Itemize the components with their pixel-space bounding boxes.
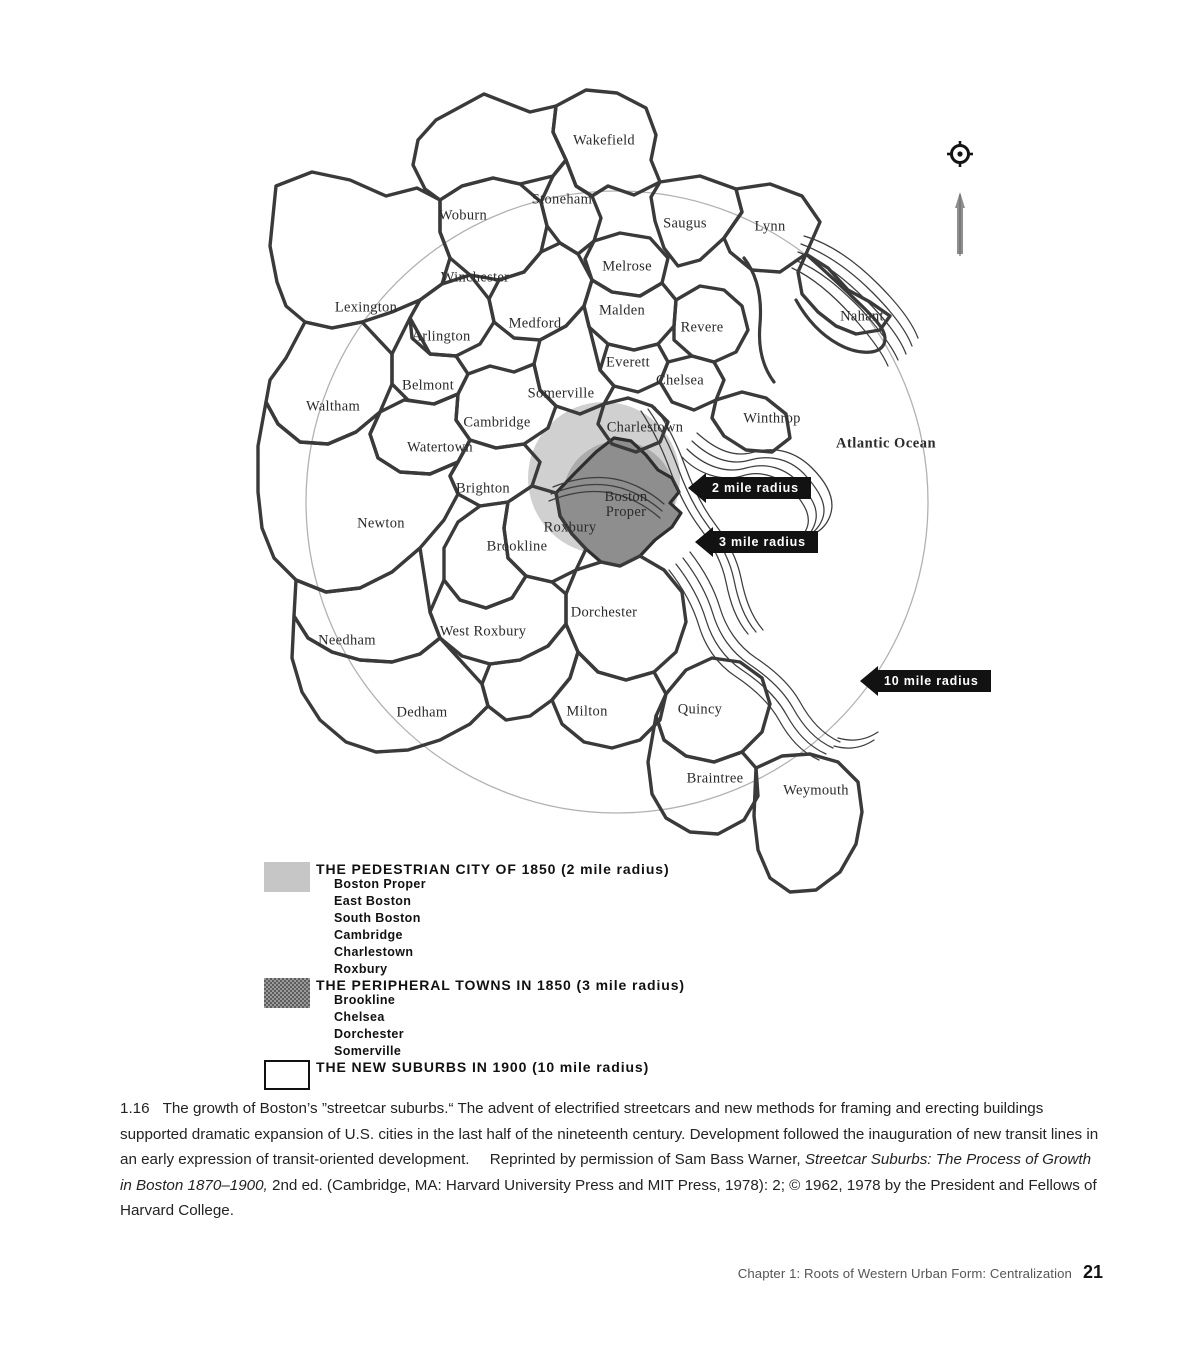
radius-callout-3-mile <box>695 527 818 557</box>
label-chelsea: Chelsea <box>655 372 705 389</box>
radius-callout-2-mile <box>688 473 811 503</box>
label-brighton: Brighton <box>456 480 510 497</box>
label-melrose: Melrose <box>602 258 652 275</box>
legend-heading: THE NEW SUBURBS IN 1900 (10 mile radius) <box>316 1059 650 1075</box>
label-saugus: Saugus <box>663 215 707 232</box>
label-roxbury: Roxbury <box>543 519 597 536</box>
legend-item: Somerville <box>334 1044 402 1058</box>
legend-item: Dorchester <box>334 1027 404 1041</box>
label-woburn: Woburn <box>438 207 488 224</box>
caption-credit-lead: Reprinted by permission of Sam Bass Warner, <box>489 1151 801 1168</box>
label-wakefield: Wakefield <box>573 132 635 149</box>
legend-item: Roxbury <box>334 962 388 976</box>
legend-item: Brookline <box>334 993 396 1007</box>
label-dedham: Dedham <box>396 704 448 721</box>
label-medford: Medford <box>508 315 562 332</box>
legend-group-1 <box>264 978 694 1060</box>
caption-body: The growth of Boston’s ”streetcar suburbs.“ The advent of electrified streetcars and new methods for framing and erecting buildings supported dramatic expansion of U.S. cities in the last half of the nineteenth century. Development followed the inauguration of new transit lines in an early expression of transit-oriented development. <box>120 1100 1099 1168</box>
arrow-left-icon <box>688 473 706 503</box>
legend-item: East Boston <box>334 894 412 908</box>
legend-item: Cambridge <box>334 928 403 942</box>
label-malden: Malden <box>598 302 646 319</box>
legend-heading: THE PEDESTRIAN CITY OF 1850 (2 mile radius) <box>316 861 670 877</box>
peripheral-towns-swatch <box>264 978 310 1008</box>
north-crosshair-icon <box>944 138 976 258</box>
label-revere: Revere <box>680 319 724 336</box>
label-belmont: Belmont <box>401 377 455 394</box>
label-weymouth: Weymouth <box>783 782 849 799</box>
label-arlington: Arlington <box>411 328 471 345</box>
radius-callout-label: 2 mile radius <box>706 477 811 499</box>
legend-group-2 <box>264 1060 694 1074</box>
legend-item: Charlestown <box>334 945 414 959</box>
page-number: 21 <box>1082 1262 1103 1282</box>
caption-credit-title: Streetcar Suburbs: The Process of Growth in Boston 1870–1900, <box>120 1151 1092 1194</box>
legend-item: South Boston <box>334 911 421 925</box>
label-dorchester: Dorchester <box>570 604 638 621</box>
nahant-peninsula <box>744 254 885 382</box>
label-west-roxbury: West Roxbury <box>439 623 527 640</box>
running-head: Chapter 1: Roots of Western Urban Form: Centralization <box>737 1266 1072 1281</box>
boston-proper-line1: Boston <box>604 488 648 505</box>
boston-proper-line2: Proper <box>605 504 647 520</box>
legend-item: Boston Proper <box>334 877 427 891</box>
map-legend <box>264 862 694 1074</box>
label-watertown: Watertown <box>407 439 473 456</box>
label-somerville: Somerville <box>527 385 595 402</box>
label-winthrop: Winthrop <box>743 410 801 427</box>
label-brookline: Brookline <box>486 538 548 555</box>
label-everett: Everett <box>606 354 650 371</box>
label-newton: Newton <box>357 515 405 532</box>
arrow-left-icon <box>860 666 878 696</box>
label-needham: Needham <box>318 632 376 649</box>
radius-callout-label: 10 mile radius <box>878 670 991 692</box>
caption-credit-tail: 2nd ed. (Cambridge, MA: Harvard University Press and MIT Press, 1978): 2; © 1962, 1978 by the President and Fellows of Harvard College. <box>120 1176 1097 1219</box>
label-cambridge: Cambridge <box>463 414 531 431</box>
new-suburbs-swatch <box>264 1060 310 1090</box>
label-waltham: Waltham <box>305 398 361 415</box>
label-braintree: Braintree <box>686 770 744 787</box>
label-lynn: Lynn <box>754 218 786 235</box>
label-stoneham: Stoneham <box>531 191 593 208</box>
legend-item: Chelsea <box>334 1010 385 1024</box>
caption-figure-number: 1.16 <box>120 1100 150 1117</box>
page-footer <box>738 1262 1103 1283</box>
radius-callout-10-mile <box>860 666 991 696</box>
label-atlantic-ocean: Atlantic Ocean <box>835 435 937 452</box>
label-milton: Milton <box>566 703 608 720</box>
radius-callout-label: 3 mile radius <box>713 531 818 553</box>
pedestrian-city-swatch <box>264 862 310 892</box>
label-nahant: Nahant <box>840 308 884 325</box>
label-quincy: Quincy <box>677 701 723 718</box>
figure-caption <box>120 1096 1105 1224</box>
label-lexington: Lexington <box>334 299 398 316</box>
label-charlestown: Charlestown <box>606 419 684 436</box>
arrow-left-icon <box>695 527 713 557</box>
legend-heading: THE PERIPHERAL TOWNS IN 1850 (3 mile radius) <box>316 977 685 993</box>
legend-group-0 <box>264 862 694 978</box>
label-winchester: Winchester <box>440 269 510 286</box>
